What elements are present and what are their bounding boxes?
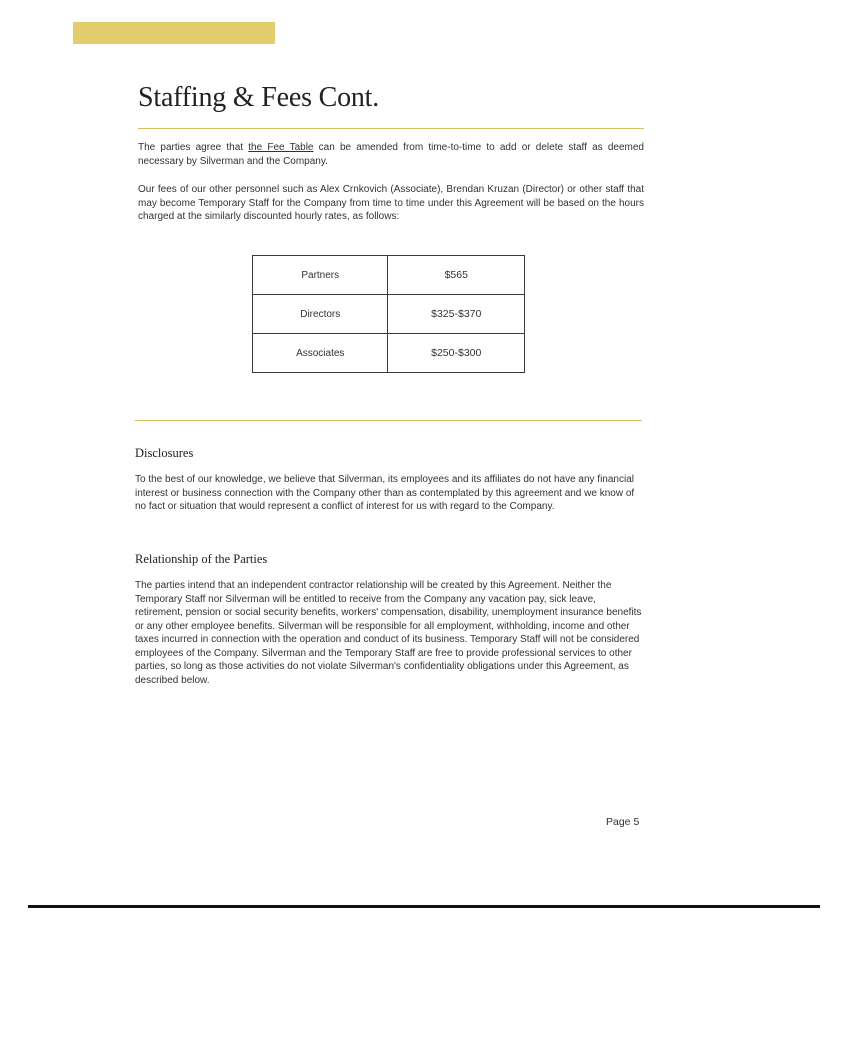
fee-role-cell: Directors xyxy=(253,295,388,334)
fee-rate-cell: $565 xyxy=(388,256,525,295)
table-row xyxy=(253,295,525,334)
intro-paragraph-fee-table xyxy=(138,141,644,168)
gold-header-tab xyxy=(73,22,275,44)
disclosures-body: To the best of our knowledge, we believe that Silverman, its employees and its affiliates do not have any financial interest or business connection with the Company other than as contemplated by this agreement and we know of no fact or situation that would represent a conflict of interest for us with regard to the Company. xyxy=(135,474,635,512)
fee-rate-cell: $250-$300 xyxy=(388,334,525,373)
fee-role-cell: Associates xyxy=(253,334,388,373)
intro-paragraph-personnel: Our fees of our other personnel such as Alex Crnkovich (Associate), Brendan Kruzan (Director) or other staff that may become Temporary Staff for the Company from time to time under this Agreement will be based on the hours charged at the similarly discounted hourly rates, as follows: xyxy=(138,184,644,222)
table-row xyxy=(253,256,525,295)
fee-role-cell: Partners xyxy=(253,256,388,295)
relationship-heading: Relationship of the Parties xyxy=(135,552,268,566)
page-separator-line xyxy=(28,905,820,908)
page-title: Staffing & Fees Cont. xyxy=(138,82,380,113)
fee-table-reference: the Fee Table xyxy=(248,142,314,153)
title-divider xyxy=(138,128,644,129)
table-row xyxy=(253,334,525,373)
intro-text-end: can be amended from time-to-time to add or delete staff as deemed necessary by Silverman and the Company. xyxy=(138,142,644,167)
page-number: Page 5 xyxy=(606,816,640,828)
section-divider xyxy=(135,420,642,421)
disclosures-heading: Disclosures xyxy=(135,446,194,460)
intro-text-start: The parties agree that xyxy=(138,142,249,153)
fee-table xyxy=(252,255,525,373)
relationship-body: The parties intend that an independent contractor relationship will be created by this Agreement. Neither the Temporary Staff nor Silverman will be entitled to receive from the Company any vacation pay, sick leave, retirement, pension or social security benefits, workers' compensation, disability, unemployment insurance benefits or any other employee benefits. Silverman will be responsible for all employment, withholding, income and other taxes incurred in connection with the operation and conduct of its business. Temporary Staff will not be considered employees of the Company. Silverman and the Temporary Staff are free to provide professional services to other parties, so long as those activities do not violate Silverman's confidentiality obligations under this Agreement, as described below. xyxy=(135,580,642,686)
fee-rate-cell: $325-$370 xyxy=(388,295,525,334)
